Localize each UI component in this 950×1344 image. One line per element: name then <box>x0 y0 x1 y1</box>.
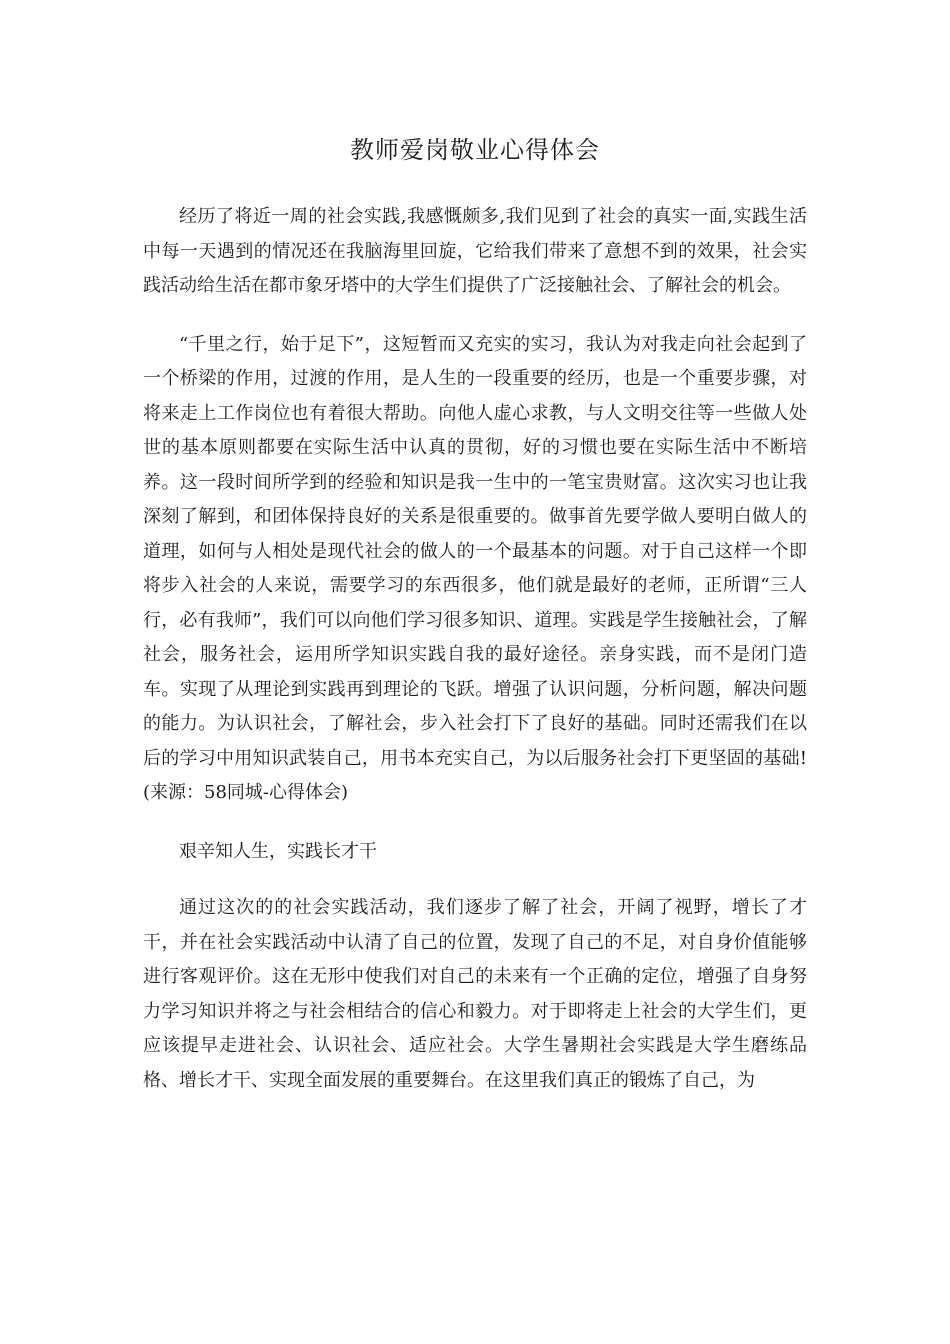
paragraph-internship-reflection: “千里之行，始于足下”，这短暂而又充实的实习，我认为对我走向社会起到了一个桥梁的作用，过渡的作用，是人生的一段重要的经历，也是一个重要步骤，对将来走上工作岗位也有着很大帮助。向他人虚心求教，与人文明交往等一些做人处世的基本原则都要在实际生活中认真的贯彻，好的习惯也要在实际生活中不断培养。这一段时间所学到的经验和知识是我一生中的一笔宝贵财富。这次实习也让我深刻了解到，和团体保持良好的关系是很重要的。做事首先要学做人要明白做人的道理，如何与人相处是现代社会的做人的一个最基本的问题。对于自己这样一个即将步入社会的人来说，需要学习的东西很多，他们就是最好的老师，正所谓“三人行，必有我师”，我们可以向他们学习很多知识、道理。实践是学生接触社会，了解社会，服务社会，运用所学知识实践自我的最好途径。亲身实践，而不是闭门造车。实现了从理论到实践再到理论的飞跃。增强了认识问题，分析问题，解决问题的能力。为认识社会，了解社会，步入社会打下了良好的基础。同时还需我们在以后的学习中用知识武装自己，用书本充实自己，为以后服务社会打下更坚固的基础!(来源：58同城-心得体会) <box>143 333 807 803</box>
paragraph-intro: 经历了将近一周的社会实践,我感慨颇多,我们见到了社会的真实一面,实践生活中每一天遇到的情况还在我脑海里回旋，它给我们带来了意想不到的效果，社会实践活动给生活在都市象牙塔中的大学生们提供了广泛接触社会、了解社会的机会。 <box>143 206 807 296</box>
paragraph-practice-activity: 通过这次的的社会实践活动，我们逐步了解了社会，开阔了视野，增长了才干，并在社会实践活动中认清了自己的位置，发现了自己的不足，对自身价值能够进行客观评价。这在无形中使我们对自己的未来有一个正确的定位，增强了自身努力学习知识并将之与社会相结合的信心和毅力。对于即将走上社会的大学生们，更应该提早走进社会、认识社会、适应社会。大学生暑期社会实践是大学生磨练品格、增长才干、实现全面发展的重要舞台。在这里我们真正的锻炼了自己，为 <box>143 897 807 1091</box>
document-body <box>143 200 807 1122</box>
document-title: 教师爱岗敬业心得体会 <box>350 136 600 164</box>
section-heading: 艰辛知人生，实践长才干 <box>179 840 377 862</box>
